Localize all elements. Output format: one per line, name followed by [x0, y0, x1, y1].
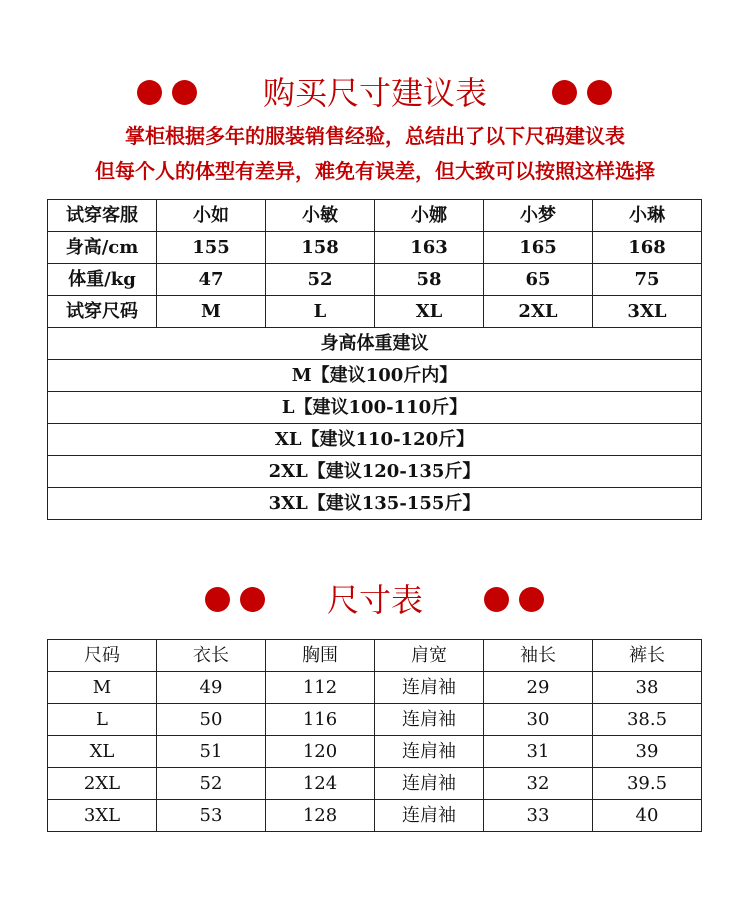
table-cell: 53 — [157, 800, 266, 832]
table-cell: 50 — [157, 704, 266, 736]
size-chart-title: 尺寸表 — [326, 581, 423, 619]
table-cell: 试穿尺码 — [48, 296, 157, 328]
table-row — [48, 640, 702, 672]
table-cell: 38 — [593, 672, 702, 704]
table-cell: 2XL — [484, 296, 593, 328]
advice-title: 身高体重建议 — [48, 328, 702, 360]
table-cell: 39.5 — [593, 768, 702, 800]
table-cell: 112 — [266, 672, 375, 704]
table-cell: M — [48, 672, 157, 704]
table-cell: 58 — [375, 264, 484, 296]
table-cell: 连肩袖 — [375, 768, 484, 800]
table-cell: 165 — [484, 232, 593, 264]
table-cell: 2XL — [48, 768, 157, 800]
table-cell: 168 — [593, 232, 702, 264]
table-cell: 连肩袖 — [375, 704, 484, 736]
table-cell: 128 — [266, 800, 375, 832]
table-cell: L — [48, 704, 157, 736]
table-row — [48, 456, 702, 488]
table-cell: 163 — [375, 232, 484, 264]
table-cell: 38.5 — [593, 704, 702, 736]
table-cell: 30 — [484, 704, 593, 736]
table-cell: XL — [48, 736, 157, 768]
table-header-cell: 尺码 — [48, 640, 157, 672]
advice-row: L【建议100-110斤】 — [48, 392, 702, 424]
table-cell: 47 — [157, 264, 266, 296]
table-cell: 65 — [484, 264, 593, 296]
table-header-cell: 小如 — [157, 200, 266, 232]
table-cell: 49 — [157, 672, 266, 704]
table-row — [48, 232, 702, 264]
table-cell: 52 — [157, 768, 266, 800]
table-cell: 29 — [484, 672, 593, 704]
recommend-title-row — [0, 68, 750, 118]
table-header-cell: 衣长 — [157, 640, 266, 672]
advice-row: 2XL【建议120-135斤】 — [48, 456, 702, 488]
table-cell: 连肩袖 — [375, 672, 484, 704]
recommend-title: 购买尺寸建议表 — [262, 74, 487, 112]
red-dot-icon — [552, 80, 577, 105]
table-row — [48, 392, 702, 424]
table-header-cell: 试穿客服 — [48, 200, 157, 232]
advice-row: M【建议100斤内】 — [48, 360, 702, 392]
table-row — [48, 360, 702, 392]
table-cell: 33 — [484, 800, 593, 832]
table-header-cell: 袖长 — [484, 640, 593, 672]
table-cell: 51 — [157, 736, 266, 768]
table-row — [48, 424, 702, 456]
table-cell: 75 — [593, 264, 702, 296]
red-dot-icon — [519, 587, 544, 612]
table-cell: 124 — [266, 768, 375, 800]
table-cell: 连肩袖 — [375, 800, 484, 832]
table-cell: XL — [375, 296, 484, 328]
table-row — [48, 328, 702, 360]
table-row — [48, 200, 702, 232]
table-cell: 39 — [593, 736, 702, 768]
advice-row: 3XL【建议135-155斤】 — [48, 488, 702, 520]
table-cell: 116 — [266, 704, 375, 736]
table-cell: 3XL — [593, 296, 702, 328]
table-cell: 155 — [157, 232, 266, 264]
table-row — [48, 672, 702, 704]
size-chart-title-row — [0, 575, 750, 625]
table-row — [48, 296, 702, 328]
table-cell: 40 — [593, 800, 702, 832]
table-cell: 体重/kg — [48, 264, 157, 296]
recommend-table — [47, 199, 702, 520]
size-chart-table — [47, 639, 702, 832]
table-header-cell: 胸围 — [266, 640, 375, 672]
table-cell: 52 — [266, 264, 375, 296]
red-dot-icon — [587, 80, 612, 105]
red-dot-icon — [484, 587, 509, 612]
table-header-cell: 小敏 — [266, 200, 375, 232]
recommend-subtitle-line-2: 但每个人的体型有差异，难免有误差，但大致可以按照这样选择 — [95, 159, 655, 183]
table-header-cell: 肩宽 — [375, 640, 484, 672]
table-row — [48, 736, 702, 768]
table-cell: 32 — [484, 768, 593, 800]
table-row — [48, 800, 702, 832]
recommend-subtitle-line-1: 掌柜根据多年的服装销售经验，总结出了以下尺码建议表 — [125, 124, 625, 148]
table-row — [48, 704, 702, 736]
table-cell: L — [266, 296, 375, 328]
table-cell: M — [157, 296, 266, 328]
table-cell: 身高/cm — [48, 232, 157, 264]
table-header-cell: 小梦 — [484, 200, 593, 232]
table-cell: 连肩袖 — [375, 736, 484, 768]
table-cell: 3XL — [48, 800, 157, 832]
table-header-cell: 小琳 — [593, 200, 702, 232]
advice-row: XL【建议110-120斤】 — [48, 424, 702, 456]
table-row — [48, 264, 702, 296]
table-row — [48, 768, 702, 800]
table-cell: 31 — [484, 736, 593, 768]
table-cell: 158 — [266, 232, 375, 264]
table-cell: 120 — [266, 736, 375, 768]
table-header-cell: 小娜 — [375, 200, 484, 232]
table-header-cell: 裤长 — [593, 640, 702, 672]
table-row — [48, 488, 702, 520]
